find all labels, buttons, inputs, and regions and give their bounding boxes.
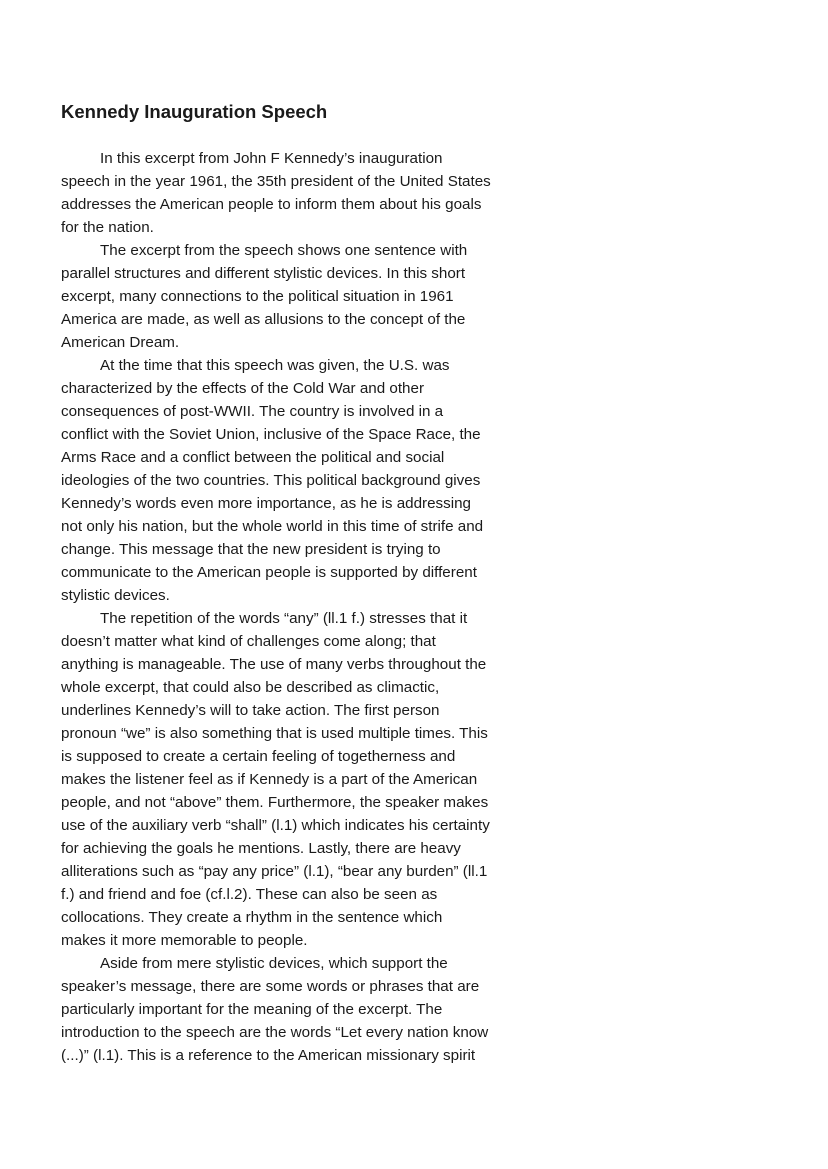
text-line: not only his nation, but the whole world in this time of strife and xyxy=(61,518,484,535)
text-line: characterized by the effects of the Cold War and other xyxy=(61,380,425,397)
text-line: speech in the year 1961, the 35th president of the United States xyxy=(61,173,491,190)
paragraph-3 xyxy=(61,354,541,607)
text-line: addresses the American people to inform them about his goals xyxy=(61,196,482,213)
text-line: parallel structures and different stylistic devices. In this short xyxy=(61,265,466,282)
text-line: Arms Race and a conflict between the political and social xyxy=(61,449,445,466)
text-line: f.) and friend and foe (cf.l.2). These can also be seen as xyxy=(61,886,438,903)
text-line: use of the auxiliary verb “shall” (l.1) which indicates his certainty xyxy=(61,817,490,834)
text-line: Aside from mere stylistic devices, which support the xyxy=(100,955,448,972)
text-line: is supposed to create a certain feeling of togetherness and xyxy=(61,748,456,765)
text-line: anything is manageable. The use of many verbs throughout the xyxy=(61,656,487,673)
text-line: collocations. They create a rhythm in the sentence which xyxy=(61,909,443,926)
text-line: for achieving the goals he mentions. Lastly, there are heavy xyxy=(61,840,461,857)
text-line: alliterations such as “pay any price” (l.1), “bear any burden” (ll.1 xyxy=(61,863,488,880)
text-line: particularly important for the meaning of the excerpt. The xyxy=(61,1001,443,1018)
text-line: makes it more memorable to people. xyxy=(61,932,308,949)
text-line: speaker’s message, there are some words or phrases that are xyxy=(61,978,480,995)
text-line: American Dream. xyxy=(61,334,180,351)
text-line: people, and not “above” them. Furthermore, the speaker makes xyxy=(61,794,489,811)
text-line: change. This message that the new president is trying to xyxy=(61,541,441,558)
text-line: America are made, as well as allusions to the concept of the xyxy=(61,311,466,328)
text-line: whole excerpt, that could also be described as climactic, xyxy=(61,679,440,696)
text-line: for the nation. xyxy=(61,219,154,236)
text-line: pronoun “we” is also something that is used multiple times. This xyxy=(61,725,488,742)
text-line: doesn’t matter what kind of challenges come along; that xyxy=(61,633,436,650)
text-line: Kennedy’s words even more importance, as he is addressing xyxy=(61,495,472,512)
text-line: The repetition of the words “any” (ll.1 f.) stresses that it xyxy=(100,610,468,627)
text-line: ideologies of the two countries. This political background gives xyxy=(61,472,481,489)
text-line: consequences of post-WWII. The country is involved in a xyxy=(61,403,444,420)
text-line: At the time that this speech was given, the U.S. was xyxy=(100,357,450,374)
text-line: introduction to the speech are the words “Let every nation know xyxy=(61,1024,489,1041)
text-line: In this excerpt from John F Kennedy’s inauguration xyxy=(100,150,443,167)
paragraph-1 xyxy=(61,147,541,239)
paragraph-4 xyxy=(61,607,541,952)
paragraph-5 xyxy=(61,952,541,1067)
text-line: communicate to the American people is supported by different xyxy=(61,564,477,581)
paragraph-2 xyxy=(61,239,541,354)
document-title: Kennedy Inauguration Speech xyxy=(61,101,328,122)
text-line: conflict with the Soviet Union, inclusive of the Space Race, the xyxy=(61,426,481,443)
document-body xyxy=(61,147,541,1067)
text-line: excerpt, many connections to the political situation in 1961 xyxy=(61,288,454,305)
text-line: makes the listener feel as if Kennedy is a part of the American xyxy=(61,771,478,788)
text-line: The excerpt from the speech shows one sentence with xyxy=(100,242,468,259)
text-line: (...)” (l.1). This is a reference to the American missionary spirit xyxy=(61,1047,476,1064)
text-line: underlines Kennedy’s will to take action. The first person xyxy=(61,702,440,719)
text-line: stylistic devices. xyxy=(61,587,170,604)
